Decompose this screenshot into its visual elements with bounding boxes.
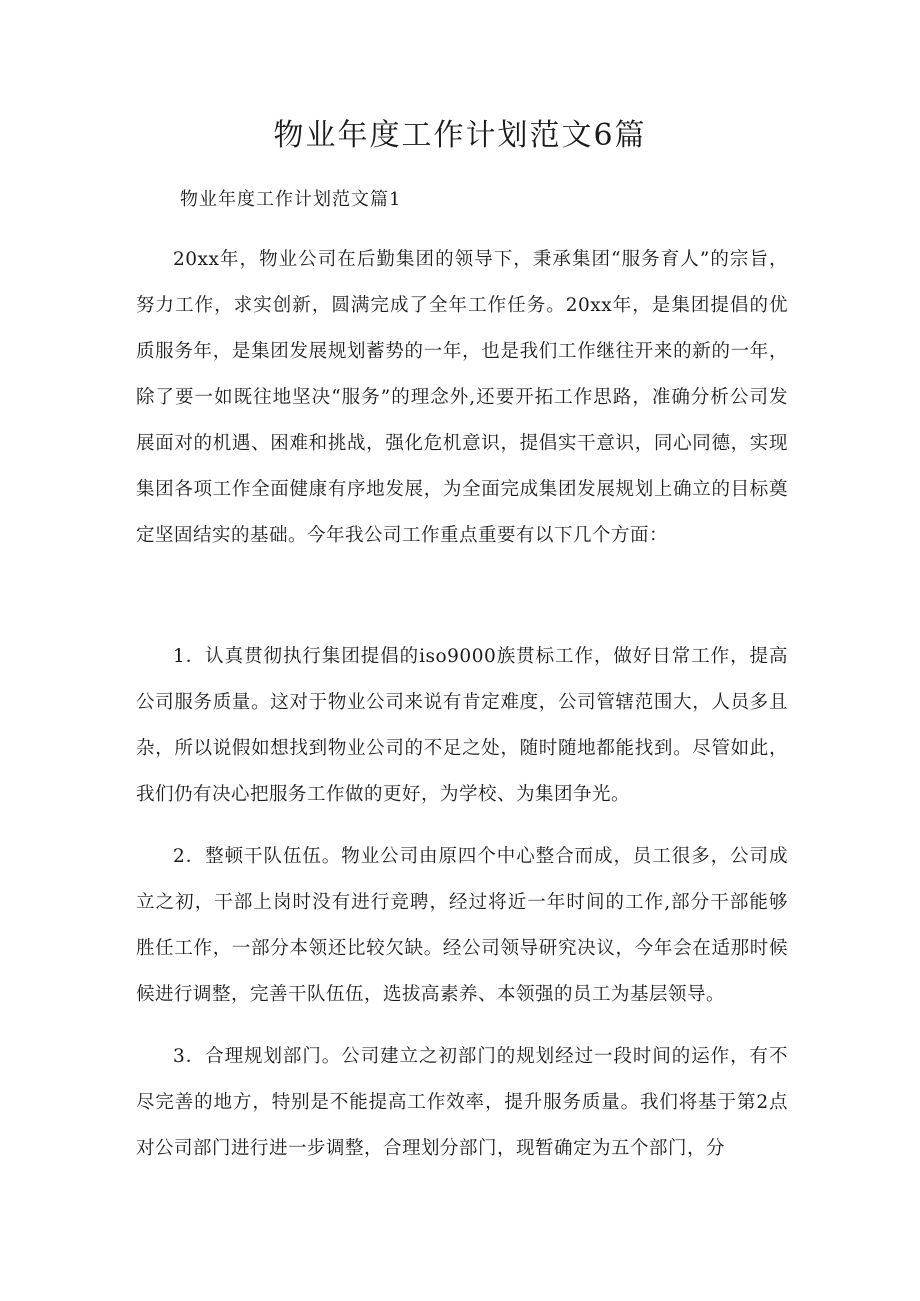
section-heading: 物业年度工作计划范文篇1 [180, 189, 402, 210]
paragraph-item-3: 3．合理规划部门。公司建立之初部门的规划经过一段时间的运作，有不尽完善的地方，特别是不能提高工作效率，提升服务质量。我们将基于第2点对公司部门进行进一步调整，合理划分部门，现暂确定为五个部门，分 [136, 1046, 788, 1159]
document-title: 物业年度工作计划范文6篇 [273, 118, 647, 153]
paragraph-item-2: 2．整顿干队伍伍。物业公司由原四个中心整合而成，员工很多，公司成立之初，干部上岗时没有进行竞聘，经过将近一年时间的工作,部分干部能够胜任工作，一部分本领还比较欠缺。经公司领导研究决议，今年会在适那时候候进行调整，完善干队伍伍，选拔高素养、本领强的员工为基层领导。 [136, 846, 788, 1005]
paragraph-intro: 20xx年，物业公司在后勤集团的领导下，秉承集团“服务育人”的宗旨，努力工作，求实创新，圆满完成了全年工作任务。20xx年，是集团提倡的优质服务年，是集团发展规划蓄势的一年，也是我们工作继往开来的新的一年，除了要一如既往地坚决“服务”的理念外,还要开拓工作思路，准确分析公司发展面对的机遇、困难和挑战，强化危机意识，提倡实干意识，同心同德，实现集团各项工作全面健康有序地发展，为全面完成集团发展规划上确立的目标奠定坚固结实的基础。今年我公司工作重点重要有以下几个方面： [136, 249, 788, 546]
paragraph-item-1: 1．认真贯彻执行集团提倡的iso9000族贯标工作，做好日常工作，提高公司服务质量。这对于物业公司来说有肯定难度，公司管辖范围大，人员多且杂，所以说假如想找到物业公司的不足之处，随时随地都能找到。尽管如此，我们仍有决心把服务工作做的更好，为学校、为集团争光。 [136, 646, 788, 805]
